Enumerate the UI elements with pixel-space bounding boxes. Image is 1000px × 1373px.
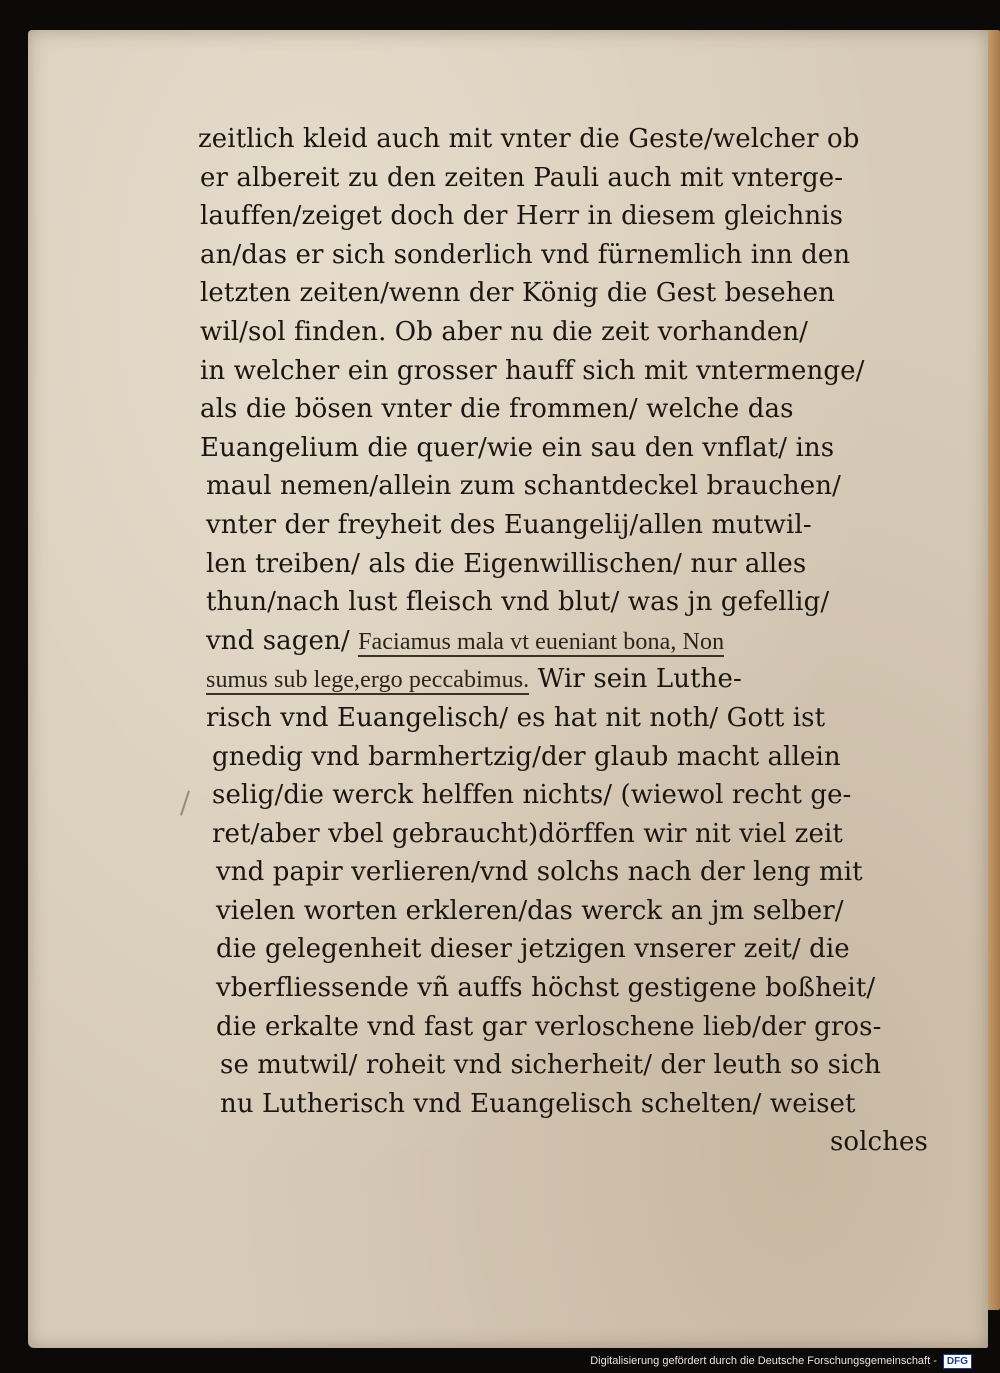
text-line-11: vnter der freyheit des Euangelij/allen mutwil-	[206, 509, 812, 540]
text-line-17: gnedig vnd barmhertzig/der glaub macht allein	[212, 741, 841, 772]
text-line-19: ret/aber vbel gebraucht)dörffen wir nit viel zeit	[212, 818, 843, 849]
text-line-13: thun/nach lust fleisch vnd blut/ was jn gefellig/	[206, 587, 830, 618]
text-line-22: die gelegenheit dieser jetzigen vnserer zeit/ die	[216, 934, 850, 965]
text-line-16: risch vnd Euangelisch/ es hat nit noth/ Gott ist	[206, 702, 826, 733]
dfg-logo: DFG	[943, 1354, 972, 1369]
text-line-10: maul nemen/allein zum schantdeckel brauchen/	[206, 471, 841, 502]
text-line-24: die erkalte vnd fast gar verloschene lieb/der gros-	[216, 1011, 882, 1042]
text-line-26: nu Lutherisch vnd Euangelisch schelten/ weiset	[220, 1088, 856, 1119]
page-text	[188, 120, 928, 1162]
text-line-18: selig/die werck helffen nichts/ (wiewol recht ge-	[212, 780, 852, 811]
text-line-8: als die bösen vnter die frommen/ welche das	[200, 394, 794, 425]
footer-credit	[590, 1351, 972, 1371]
text-line-7: in welcher ein grosser hauff sich mit vntermenge/	[200, 355, 865, 386]
text-line-4: an/das er sich sonderlich vnd fürnemlich inn den	[200, 239, 851, 270]
text-line-6: wil/sol finden. Ob aber nu die zeit vorhanden/	[200, 316, 809, 347]
text-line-25: se mutwil/ roheit vnd sicherheit/ der leuth so sich	[220, 1050, 881, 1081]
text-line-14	[188, 622, 928, 661]
text-line-23: vberfliessende vñ auffs höchst gestigene boßheit/	[216, 973, 876, 1004]
text-line-12: len treiben/ als die Eigenwillischen/ nur alles	[206, 548, 807, 579]
footer-credit-text: Digitalisierung gefördert durch die Deutsche Forschungsgemeinschaft -	[590, 1355, 937, 1367]
text-line-2: er albereit zu den zeiten Pauli auch mit vnterge-	[200, 162, 844, 193]
text-line-3: lauffen/zeiget doch der Herr in diesem gleichnis	[200, 201, 844, 232]
page-edge-strip	[986, 30, 1000, 1310]
text-line-5: letzten zeiten/wenn der König die Gest besehen	[200, 278, 835, 309]
text-line-20: vnd papir verlieren/vnd solchs nach der leng mit	[216, 857, 863, 888]
text-line-14-german: vnd sagen/	[206, 625, 350, 656]
text-line-15-german: Wir sein Luthe-	[537, 664, 742, 695]
catchword: solches	[829, 1127, 928, 1158]
latin-quote-part-1: Faciamus mala vt eueniant bona, Non	[358, 628, 725, 655]
text-line-21: vielen worten erkleren/das werck an jm selber/	[216, 895, 844, 926]
text-line-1: zeitlich kleid auch mit vnter die Geste/welcher ob	[198, 124, 860, 154]
text-line-15	[188, 660, 928, 699]
latin-quote-part-2: sumus sub lege,ergo peccabimus.	[206, 667, 530, 694]
text-line-9: Euangelium die quer/wie ein sau den vnflat/ ins	[200, 432, 835, 463]
